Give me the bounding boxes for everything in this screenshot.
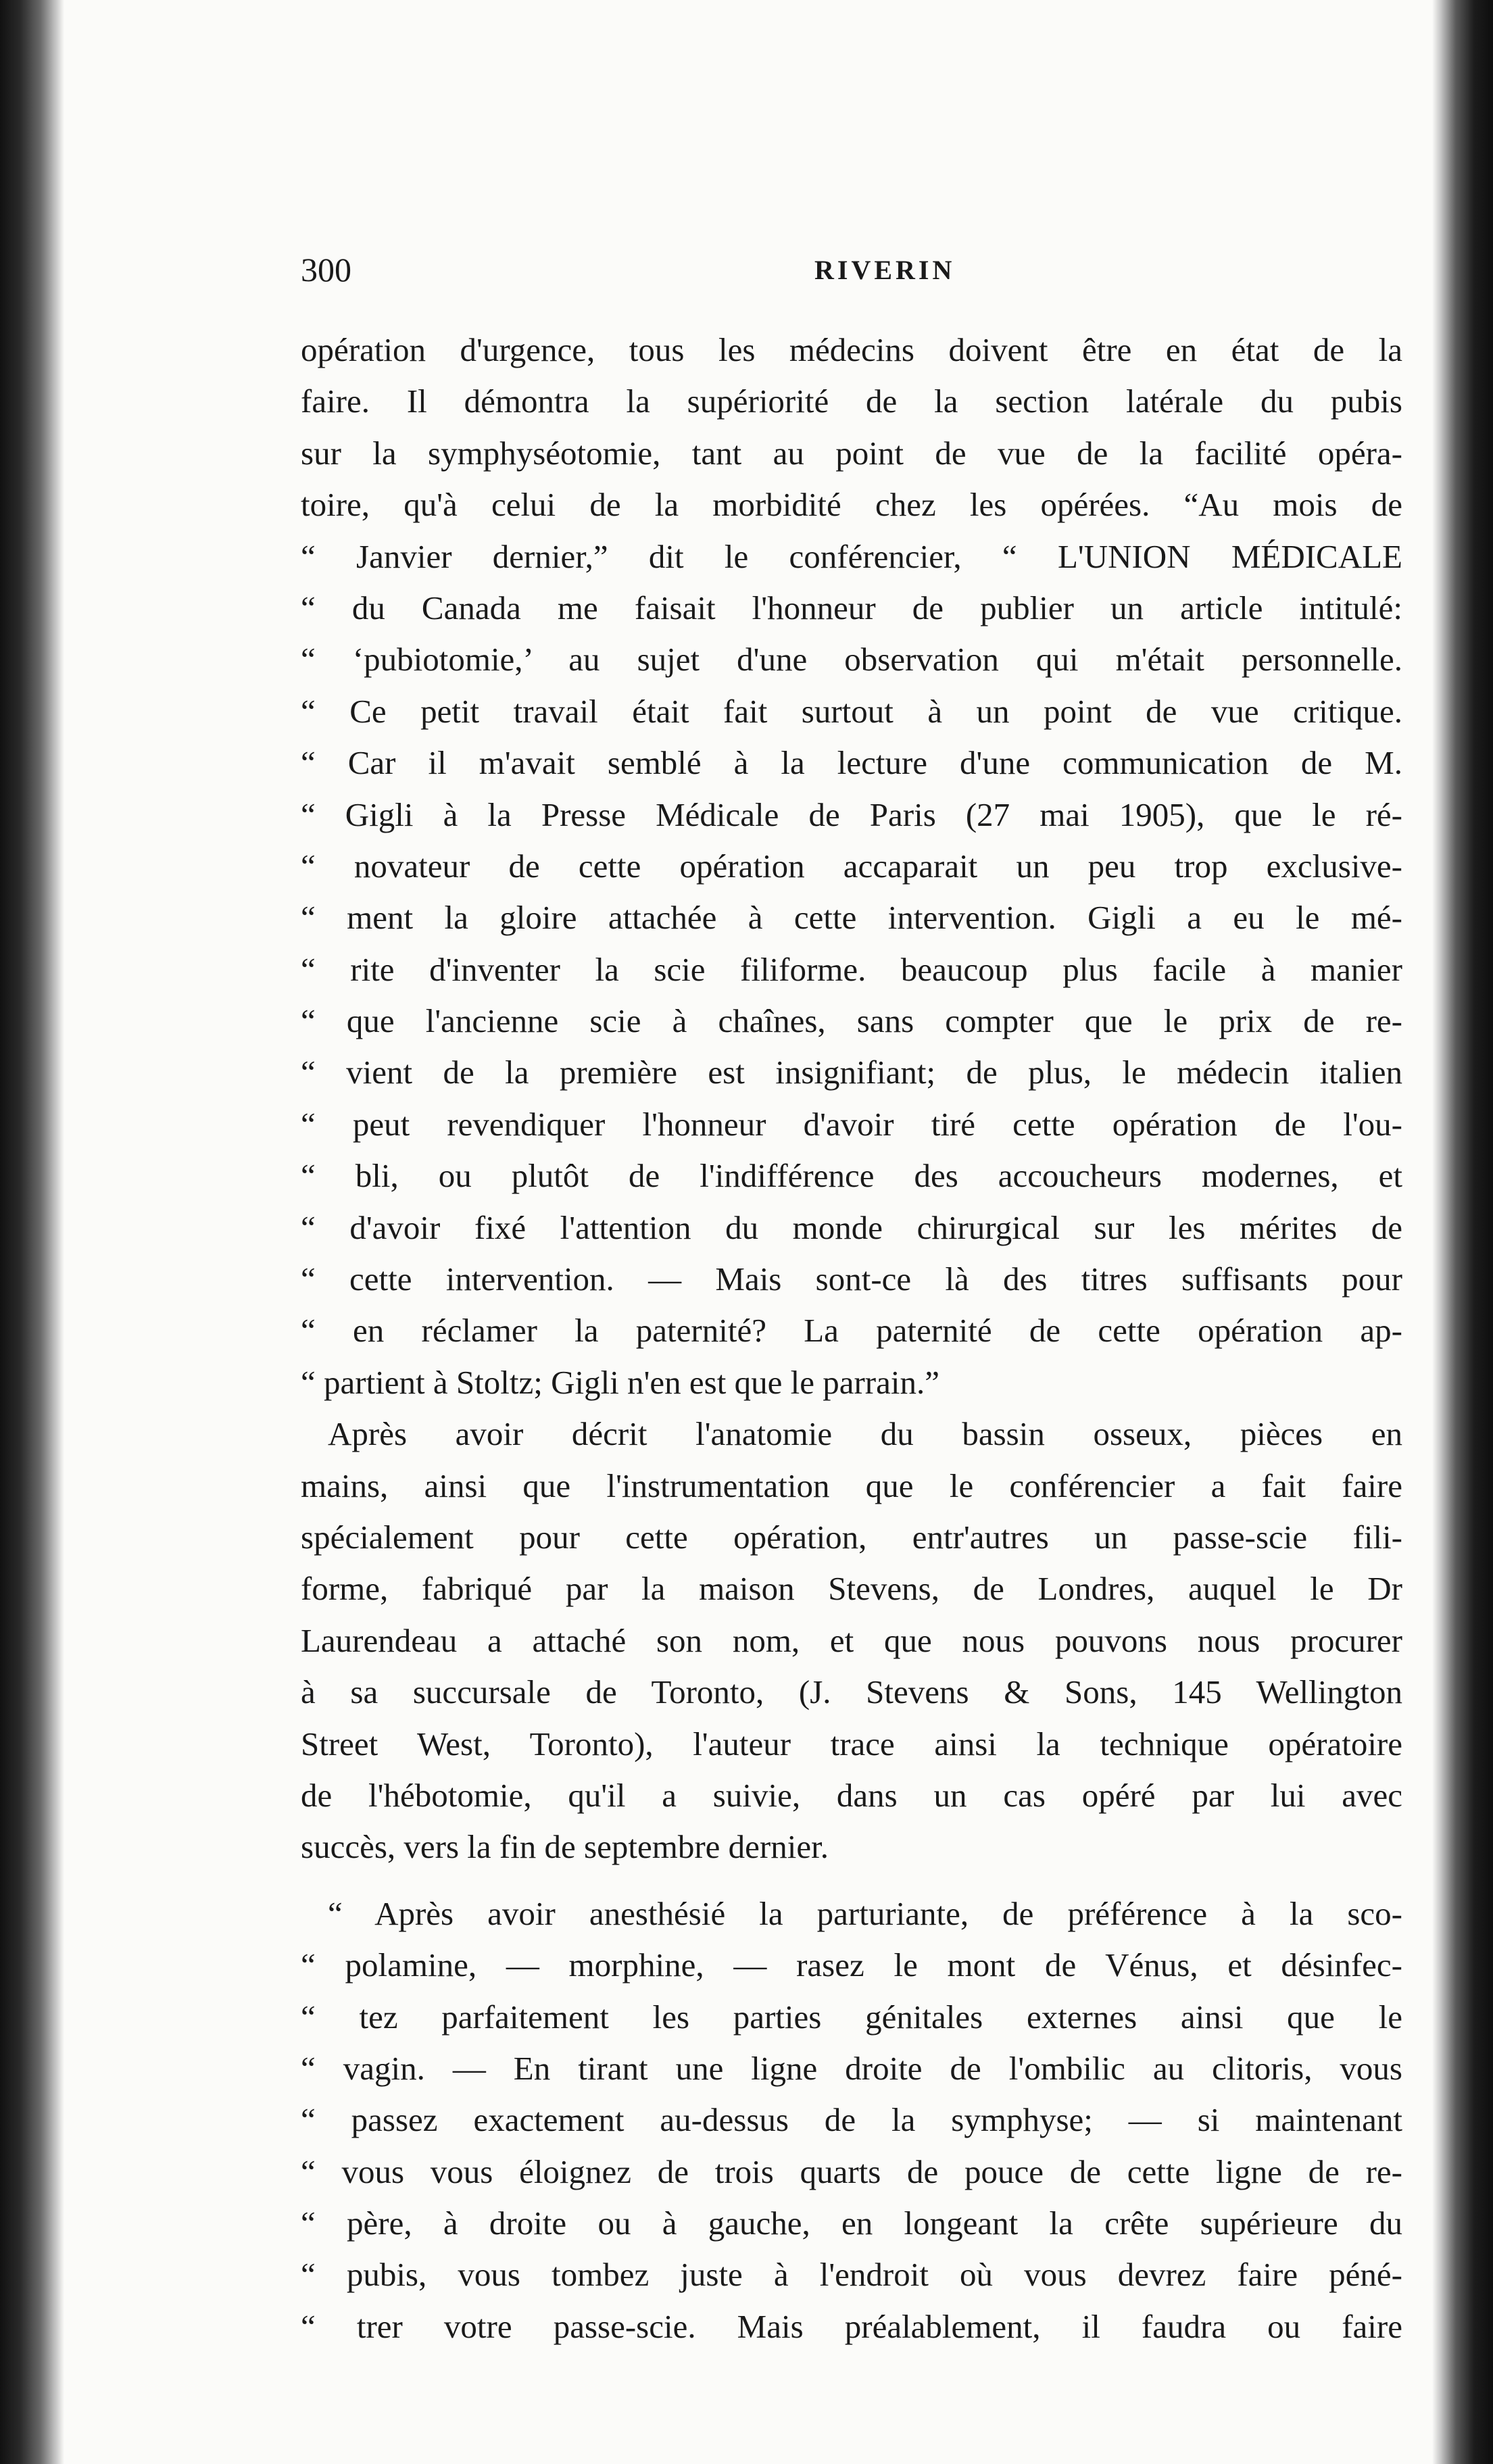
text-line: “ ‘pubiotomie,’ au sujet d'une observation qui m'était personnelle. bbox=[301, 641, 1402, 679]
text-line: “ Ce petit travail était fait surtout à un point de vue critique. bbox=[301, 692, 1402, 730]
text-line: “ passez exactement au-dessus de la symphyse; — si maintenant bbox=[301, 2101, 1402, 2139]
running-head: RIVERIN bbox=[814, 255, 956, 285]
text-line: “ Gigli à la Presse Médicale de Paris (27 mai 1905), que le ré- bbox=[301, 795, 1402, 833]
text-line: opération d'urgence, tous les médecins doivent être en état de la bbox=[301, 331, 1402, 368]
text-line: “ Janvier dernier,” dit le conférencier, “ L'UNION MÉDICALE bbox=[301, 537, 1402, 575]
text-line: Après avoir décrit l'anatomie du bassin osseux, pièces en bbox=[328, 1415, 1402, 1453]
text-line: “ que l'ancienne scie à chaînes, sans compter que le prix de re- bbox=[301, 1002, 1402, 1040]
text-line: mains, ainsi que l'instrumentation que le conférencier a fait faire bbox=[301, 1467, 1402, 1504]
text-line: “ Après avoir anesthésié la parturiante, de préférence à la sco- bbox=[328, 1894, 1402, 1932]
text-line: “ trer votre passe-scie. Mais préalablement, il faudra ou faire bbox=[301, 2307, 1402, 2345]
text-line: spécialement pour cette opération, entr'autres un passe-scie fili- bbox=[301, 1518, 1402, 1556]
page-number: 300 bbox=[301, 251, 351, 289]
text-line: “ novateur de cette opération accaparait un peu trop exclusive- bbox=[301, 847, 1402, 885]
text-line: “ polamine, — morphine, — rasez le mont de Vénus, et désinfec- bbox=[301, 1946, 1402, 1984]
text-line: “ rite d'inventer la scie filiforme. beaucoup plus facile à manier bbox=[301, 950, 1402, 988]
text-line: “ du Canada me faisait l'honneur de publier un article intitulé: bbox=[301, 589, 1402, 626]
text-line: “ père, à droite ou à gauche, en longeant la crête supérieure du bbox=[301, 2204, 1402, 2242]
text-line: Laurendeau a attaché son nom, et que nous pouvons nous procurer bbox=[301, 1621, 1402, 1659]
text-line: “ cette intervention. — Mais sont-ce là des titres suffisants pour bbox=[301, 1260, 1402, 1298]
text-line: “ ment la gloire attachée à cette intervention. Gigli a eu le mé- bbox=[301, 899, 1402, 937]
text-line: “ en réclamer la paternité? La paternité de cette opération ap- bbox=[301, 1312, 1402, 1350]
text-line: “ vient de la première est insignifiant; de plus, le médecin italien bbox=[301, 1054, 1402, 1091]
text-line: “ tez parfaitement les parties génitales externes ainsi que le bbox=[301, 1998, 1402, 2036]
text-line: sur la symphyséotomie, tant au point de vue de la facilité opéra- bbox=[301, 434, 1402, 472]
text-line: “ pubis, vous tombez juste à l'endroit où vous devrez faire péné- bbox=[301, 2256, 1402, 2294]
text-line: “ vous vous éloignez de trois quarts de pouce de cette ligne de re- bbox=[301, 2152, 1402, 2190]
paragraph-spacer bbox=[301, 1873, 1402, 1888]
text-line: de l'hébotomie, qu'il a suivie, dans un cas opéré par lui avec bbox=[301, 1776, 1402, 1814]
paragraph-2 bbox=[301, 1408, 1402, 1873]
text-line: “ bli, ou plutôt de l'indifférence des accoucheurs modernes, et bbox=[301, 1157, 1402, 1195]
text-line: “ d'avoir fixé l'attention du monde chirurgical sur les mérites de bbox=[301, 1208, 1402, 1246]
scan-edge-right bbox=[1432, 0, 1493, 2464]
text-line: forme, fabriqué par la maison Stevens, de Londres, auquel le Dr bbox=[301, 1570, 1402, 1608]
text-line: “ partient à Stoltz; Gigli n'en est que le parrain.” bbox=[301, 1363, 939, 1401]
text-line: à sa succursale de Toronto, (J. Stevens & Sons, 145 Wellington bbox=[301, 1673, 1402, 1711]
text-line: “ peut revendiquer l'honneur d'avoir tiré cette opération de l'ou- bbox=[301, 1105, 1402, 1143]
paragraph-1 bbox=[301, 324, 1402, 1408]
body-text bbox=[301, 324, 1402, 2352]
text-line: toire, qu'à celui de la morbidité chez les opérées. “Au mois de bbox=[301, 486, 1402, 524]
text-line: succès, vers la fin de septembre dernier. bbox=[301, 1828, 829, 1866]
text-line: “ Car il m'avait semblé à la lecture d'une communication de M. bbox=[301, 744, 1402, 782]
text-line: Street West, Toronto), l'auteur trace ainsi la technique opératoire bbox=[301, 1725, 1402, 1763]
paragraph-3 bbox=[301, 1888, 1402, 2353]
page-header bbox=[301, 250, 1399, 297]
scan-edge-left bbox=[0, 0, 64, 2464]
text-line: faire. Il démontra la supériorité de la section latérale du pubis bbox=[301, 383, 1402, 420]
text-line: “ vagin. — En tirant une ligne droite de l'ombilic au clitoris, vous bbox=[301, 2049, 1402, 2087]
